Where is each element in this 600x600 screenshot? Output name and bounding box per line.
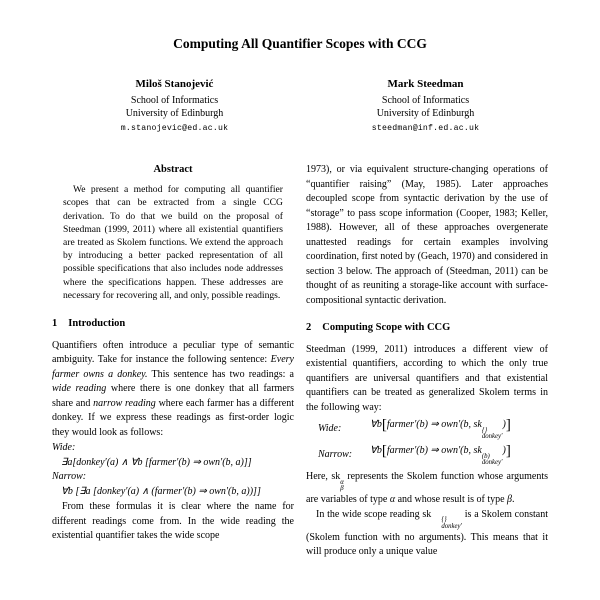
- skolem-narrow-formula: [370, 444, 511, 467]
- left-column: [52, 163, 294, 560]
- wide-reading-term: wide reading: [52, 383, 107, 395]
- author-1-affiliation-line2: University of Edinburgh: [125, 108, 224, 119]
- author-2: [328, 78, 523, 133]
- wide-close-bracket: ]: [505, 417, 511, 433]
- section-1-title: Introduction: [68, 318, 126, 330]
- section-2-title: Computing Scope with CCG: [322, 322, 451, 333]
- wide-close-paren: ): [502, 419, 506, 430]
- narrow-close-paren: ): [502, 445, 506, 457]
- author-2-affiliation-line1: School of Informatics: [381, 95, 470, 106]
- author-2-name: Mark Steedman: [387, 78, 464, 90]
- skolem-wide-formula: [370, 418, 511, 441]
- paper-title: Computing All Quantifier Scopes with CCG: [173, 36, 427, 51]
- two-column-body: [52, 163, 548, 560]
- intro-p1-text-1: Quantifiers often introduce a peculiar type of semantic ambiguity. Take for instance the following sentence:: [52, 339, 294, 366]
- skolem-constant-scripts: [431, 517, 462, 531]
- narrow-close-bracket: ]: [505, 443, 511, 460]
- skolem-formulas: [306, 418, 548, 467]
- skolem-wide-label: Wide:: [318, 423, 342, 435]
- skolem-narrow-label: Narrow:: [318, 449, 353, 461]
- s2p2-text-3: and whose result is of type: [395, 494, 508, 506]
- skolem-wide-line: [306, 418, 548, 441]
- skolem-constant-sub: donkey′: [441, 523, 463, 531]
- section-1-number: 1: [52, 318, 58, 330]
- narrow-body: farmer′(b) ⇒ own′(b, sk: [386, 445, 482, 457]
- narrow-skolem-sub: donkey′: [481, 459, 503, 467]
- author-1: [77, 78, 272, 133]
- wide-skolem-sub: donkey′: [481, 433, 503, 441]
- section-1-heading: [52, 317, 294, 332]
- wide-body: farmer′(b) ⇒ own′(b, sk: [386, 419, 482, 430]
- section2-paragraph-2: [306, 470, 548, 508]
- author-block: [52, 78, 548, 133]
- author-1-email: m.stanojevic@ed.ac.uk: [120, 124, 229, 133]
- skolem-narrow-line: [306, 444, 548, 467]
- intro-p1-text-2: This sentence has two readings: a: [147, 368, 294, 380]
- author-1-name: Miloš Stanojević: [135, 78, 214, 90]
- wide-open-bracket: [: [381, 417, 387, 433]
- s2p3-text-2: is a Skolem constant (Skolem function with no arguments). This means that it will produce only a unique value: [306, 508, 548, 558]
- abstract-section: [52, 163, 294, 302]
- narrow-skolem-scripts: [482, 454, 503, 468]
- right-column: [306, 163, 548, 560]
- section2-paragraph-1: Steedman (1999, 2011) introduces a different view of existential quantifiers, according to which the only true quantifiers are universal quantifiers and that existential quantifiers can be treated as generalized Skolem terms in the following way:: [306, 343, 548, 413]
- intro-p1-text-4: where each farmer has a different donkey. If we express these readings as first-order logic they would look as follows:: [52, 397, 294, 438]
- s2p2-text-1: Here, sk: [306, 471, 341, 483]
- wide-skolem-sup: {}: [481, 426, 488, 434]
- intro-p1-text-3: where there is one donkey that all farmers share and: [52, 383, 294, 409]
- section-2-heading: [306, 321, 548, 336]
- narrow-skolem-sup: (b): [481, 452, 490, 460]
- author-2-affiliation-line2: University of Edinburgh: [376, 108, 475, 119]
- alpha-symbol: α: [389, 494, 396, 506]
- beta-symbol: β: [507, 494, 513, 506]
- author-2-email: steedman@inf.ed.ac.uk: [371, 124, 480, 133]
- section2-paragraph-3: [306, 508, 548, 560]
- narrow-formula: ∀b [∃a [donkey′(a) ∧ (farmer′(b) ⇒ own′(b, a))]]: [61, 485, 261, 497]
- narrow-quantifier: ∀b: [370, 445, 382, 457]
- section-2-number: 2: [306, 322, 312, 333]
- fol-formulas: [52, 441, 294, 499]
- abstract-text: We present a method for computing all quantifier scopes that can be extracted from a single CCG derivation. To do that we build on the proposal of Steedman (1999, 2011) where all existential quantifiers are treated as Skolem functions. We extend the approach by introducing a better packed representation of all possible specifications that also includes node addresses where the specifications happen. These addresses are necessary for recovering all, and only, possible readings.: [63, 184, 283, 301]
- s2p2-text-2: represents the Skolem function whose arguments are variables of type: [306, 471, 548, 506]
- skolem-generic-sub: β: [340, 485, 344, 493]
- example-sentence: Every farmer owns a donkey.: [52, 354, 294, 380]
- s2p3-text-1: In the wide scope reading sk: [316, 508, 432, 520]
- skolem-generic-sup: α: [340, 478, 344, 486]
- narrow-reading-term: narrow reading: [93, 397, 156, 409]
- s2p2-text-4: .: [512, 494, 515, 506]
- author-1-affiliation-line1: School of Informatics: [130, 95, 219, 106]
- wide-formula: ∃a[donkey′(a) ∧ ∀b [farmer′(b) ⇒ own′(b, a)]]: [61, 456, 252, 468]
- wide-skolem-scripts: [482, 428, 503, 442]
- intro-paragraph-1: [52, 339, 294, 441]
- continuation-paragraph: 1973), or via equivalent structure-changing operations of “quantifier raising” (May, 1985). Later approaches decoupled scope from syntactic derivation by the use of “storage” to pass scope information (Cooper, 1983; Keller, 1988). However, all of these approaches overgenerate unattested readings for certain examples involving coordination, first noted by (Geach, 1970) and considered in section 3 below. The approach of (Steedman, 2011) can be thought of as reuniting a storage-like account with surface-compositional syntactic derivation.: [306, 164, 548, 306]
- intro-paragraph-2: From these formulas it is clear where the name for different readings come from. In the wide reading the existential quantifier takes the wide scope: [52, 501, 294, 542]
- wide-label: Wide:: [52, 442, 76, 454]
- wide-quantifier: ∀b: [370, 419, 382, 430]
- narrow-label: Narrow:: [52, 471, 87, 483]
- narrow-open-bracket: [: [381, 443, 387, 460]
- skolem-constant-sup: {}: [441, 516, 447, 524]
- abstract-heading: Abstract: [153, 164, 193, 175]
